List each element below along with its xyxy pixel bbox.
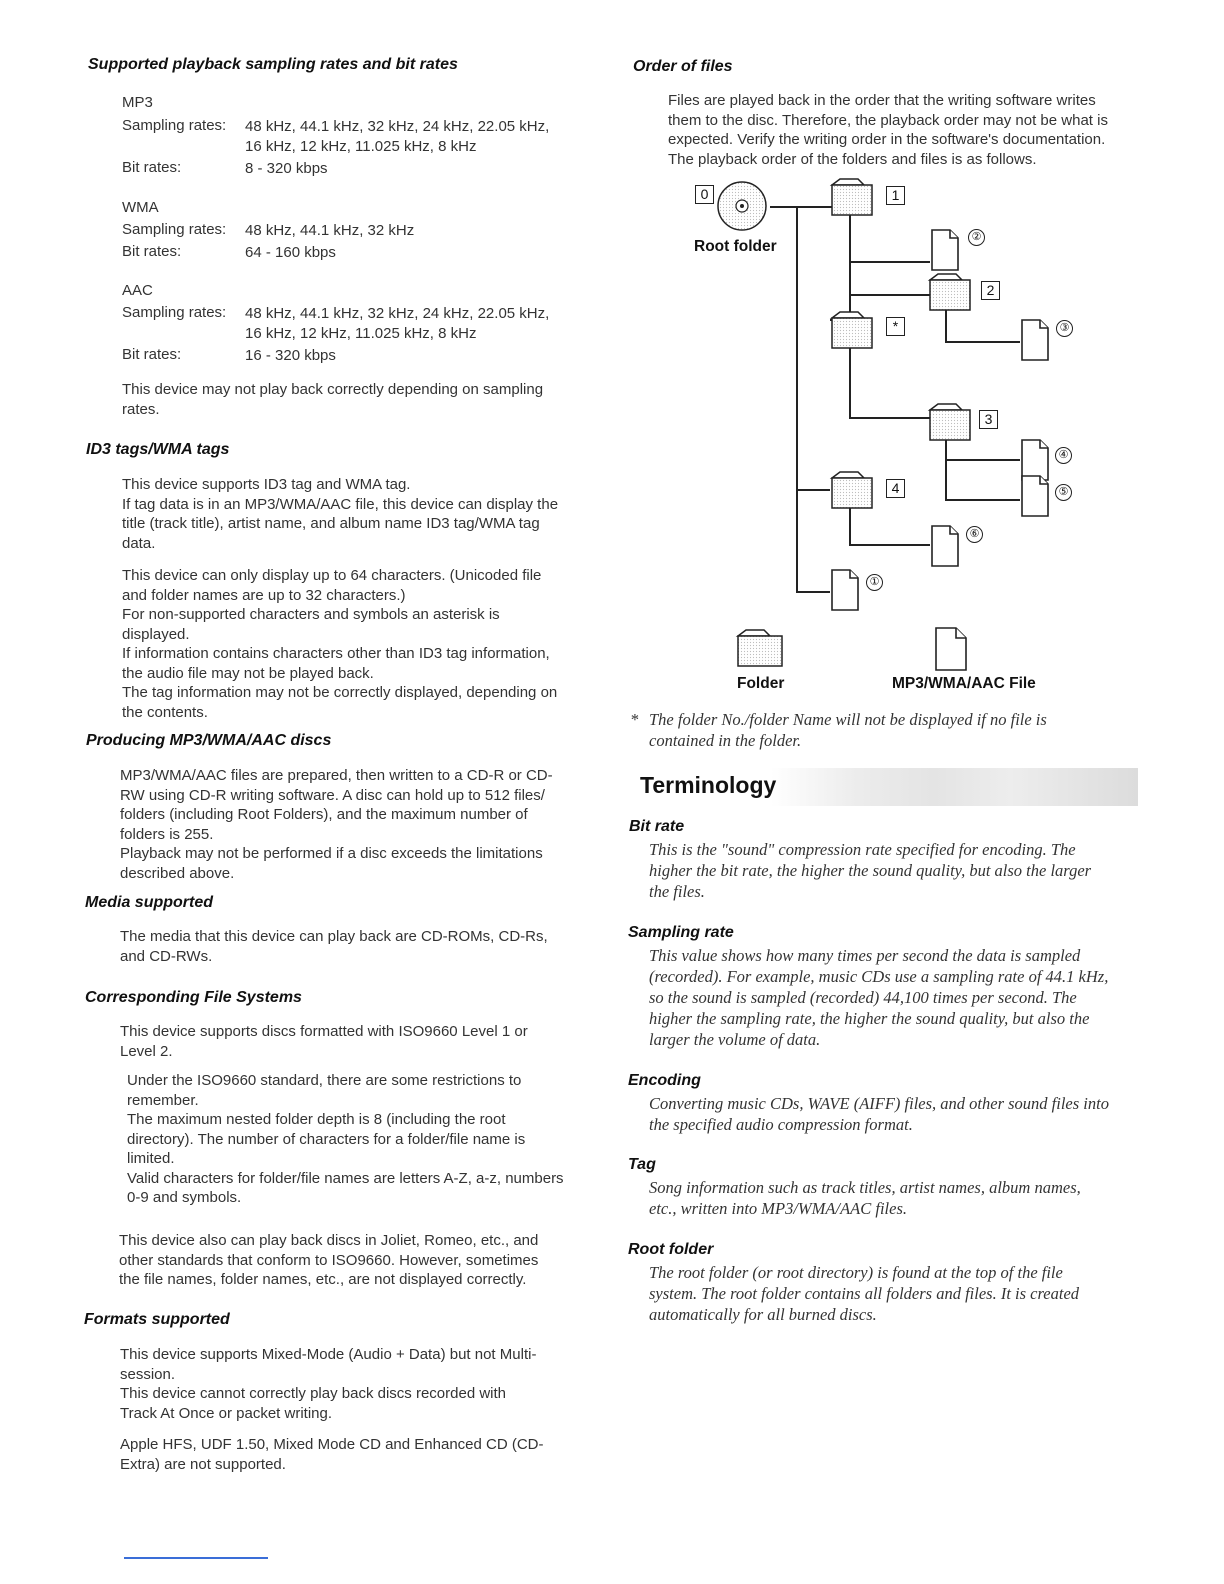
folder-number-1: 1 xyxy=(886,186,905,205)
mp3-title: MP3 xyxy=(122,94,153,111)
file-number-1: ① xyxy=(866,574,883,591)
filesystems-paragraph-1: This device supports discs formatted with ISO9660 Level 1 or Level 2. xyxy=(120,1023,528,1060)
media-heading: Media supported xyxy=(85,894,214,911)
wma-sampling-value: 48 kHz, 44.1 kHz, 32 kHz xyxy=(245,222,415,239)
footnote-text: The folder No./folder Name will not be displayed if no file is contained in the folder. xyxy=(649,710,1047,750)
folder-number-2: 2 xyxy=(981,281,1000,300)
root-folder-label: Root folder xyxy=(694,238,777,255)
aac-sampling-value: 48 kHz, 44.1 kHz, 32 kHz, 24 kHz, 22.05 kHz, 16 kHz, 12 kHz, 11.025 kHz, 8 kHz xyxy=(245,305,550,342)
wma-title: WMA xyxy=(122,199,159,216)
formats-paragraph-1: This device supports Mixed-Mode (Audio + Data) but not Multi- session. This device cannot correctly play back discs recorded with Track At Once or packet writing. xyxy=(120,1346,537,1422)
folder-2-icon xyxy=(930,274,970,310)
file-number-2: ② xyxy=(968,229,985,246)
mp3-bit-label: Bit rates: xyxy=(122,159,182,176)
term-tag: Tag xyxy=(628,1156,656,1173)
sampling-heading: Supported playback sampling rates and bit rates xyxy=(88,56,458,73)
legend-file-icon xyxy=(936,628,966,670)
term-bit-rate: Bit rate xyxy=(629,818,685,835)
term-root-folder: Root folder xyxy=(628,1241,714,1258)
file-5-icon xyxy=(1022,476,1048,516)
aac-sampling-label: Sampling rates: xyxy=(122,304,227,321)
folder-number-3: 3 xyxy=(979,410,998,429)
aac-bit-value: 16 - 320 kbps xyxy=(245,347,336,364)
id3-paragraph-2: This device can only display up to 64 characters. (Unicoded file and folder names are up to 32 characters.) For non-supported characters and symbols an asterisk is displayed. If information contains characters other than ID3 tag information, the audio file may not be played back. The tag information may not be correctly displayed, depending on the contents. xyxy=(122,567,558,721)
file-2-icon xyxy=(932,230,958,270)
id3-paragraph-1: This device supports ID3 tag and WMA tag. If tag data is in an MP3/WMA/AAC file, this device can display the title (track title), artist name, and album name ID3 tag/WMA tag data. xyxy=(122,476,559,552)
filesystems-paragraph-3: This device also can play back discs in Joliet, Romeo, etc., and other standards that conform to ISO9660. However, sometimes the file names, folder names, etc., are not displayed correctly. xyxy=(119,1232,539,1288)
order-paragraph: Files are played back in the order that the writing software writes them to the disc. Therefore, the playback order may not be what is expected. Verify the writing order in the software's documentation. The playback order of the folders and files is as follows. xyxy=(668,92,1108,168)
folder-1-icon xyxy=(832,179,872,215)
media-paragraph: The media that this device can play back are CD-ROMs, CD-Rs, and CD-RWs. xyxy=(120,928,548,965)
page-bottom-rule xyxy=(124,1557,268,1559)
term-bit-rate-definition: This is the "sound" compression rate specified for encoding. The higher the bit rate, the higher the sound quality, but also the larger the files. xyxy=(649,840,1092,901)
term-encoding: Encoding xyxy=(628,1072,701,1089)
producing-heading: Producing MP3/WMA/AAC discs xyxy=(86,732,332,749)
filesystems-paragraph-2: Under the ISO9660 standard, there are some restrictions to remember. The maximum nested folder depth is 8 (including the root directory). The number of characters for a folder/file name is limited. Valid characters for folder/file names are letters A-Z, a-z, numbers 0-9 and symbols. xyxy=(127,1072,564,1206)
wma-bit-label: Bit rates: xyxy=(122,243,182,260)
folder-3-icon xyxy=(930,404,970,440)
wma-bit-value: 64 - 160 kbps xyxy=(245,244,336,261)
legend-folder-label: Folder xyxy=(737,675,785,692)
mp3-sampling-value: 48 kHz, 44.1 kHz, 32 kHz, 24 kHz, 22.05 kHz, 16 kHz, 12 kHz, 11.025 kHz, 8 kHz xyxy=(245,118,550,155)
filesystems-heading: Corresponding File Systems xyxy=(85,989,302,1006)
legend-folder-icon xyxy=(738,630,782,666)
file-number-6: ⑥ xyxy=(966,526,983,543)
term-root-folder-definition: The root folder (or root directory) is found at the top of the file system. The root folder contains all folders and files. It is created automatically for all burned discs. xyxy=(649,1263,1080,1324)
terminology-title: Terminology xyxy=(640,772,777,798)
folder-4-icon xyxy=(832,472,872,508)
root-disc-icon xyxy=(718,182,766,230)
formats-heading: Formats supported xyxy=(84,1311,230,1328)
legend-file-label: MP3/WMA/AAC File xyxy=(892,675,1036,692)
wma-sampling-label: Sampling rates: xyxy=(122,221,227,238)
mp3-bit-value: 8 - 320 kbps xyxy=(245,160,328,177)
folder-number-0: 0 xyxy=(695,185,714,204)
aac-bit-label: Bit rates: xyxy=(122,346,182,363)
producing-paragraph: MP3/WMA/AAC files are prepared, then written to a CD-R or CD- RW using CD-R writing software. A disc can hold up to 512 files/ folders (including Root Folders), and the maximum number of folders is 255. Playback may not be performed if a disc exceeds the limitations described above. xyxy=(120,767,553,882)
term-encoding-definition: Converting music CDs, WAVE (AIFF) files, and other sound files into the specified audio compression format. xyxy=(649,1094,1109,1134)
mp3-sampling-label: Sampling rates: xyxy=(122,117,227,134)
file-1-icon xyxy=(832,570,858,610)
term-sampling-rate: Sampling rate xyxy=(628,924,734,941)
formats-paragraph-2: Apple HFS, UDF 1.50, Mixed Mode CD and Enhanced CD (CD- Extra) are not supported. xyxy=(120,1436,544,1473)
aac-title: AAC xyxy=(122,282,153,299)
file-number-4: ④ xyxy=(1055,447,1072,464)
file-4-icon xyxy=(1022,440,1048,480)
file-number-5: ⑤ xyxy=(1055,484,1072,501)
sampling-note: This device may not play back correctly depending on sampling rates. xyxy=(122,381,544,418)
folder-number-star: * xyxy=(886,317,905,336)
footnote-asterisk: * xyxy=(630,710,639,729)
file-6-icon xyxy=(932,526,958,566)
id3-heading: ID3 tags/WMA tags xyxy=(86,441,230,458)
term-sampling-rate-definition: This value shows how many times per second the data is sampled (recorded). For example, music CDs use a sampling rate of 44.1 kHz, so the sound is sampled (recorded) 44,100 times per second. The higher the sampling rate, the higher the sound quality, but also the larger the volume of data. xyxy=(649,946,1109,1049)
folder-number-4: 4 xyxy=(886,479,905,498)
term-tag-definition: Song information such as track titles, artist names, album names, etc., written into MP3/WMA/AAC files. xyxy=(649,1178,1081,1218)
file-3-icon xyxy=(1022,320,1048,360)
file-number-3: ③ xyxy=(1056,320,1073,337)
order-heading: Order of files xyxy=(633,58,733,75)
folder-star-icon xyxy=(832,312,872,348)
